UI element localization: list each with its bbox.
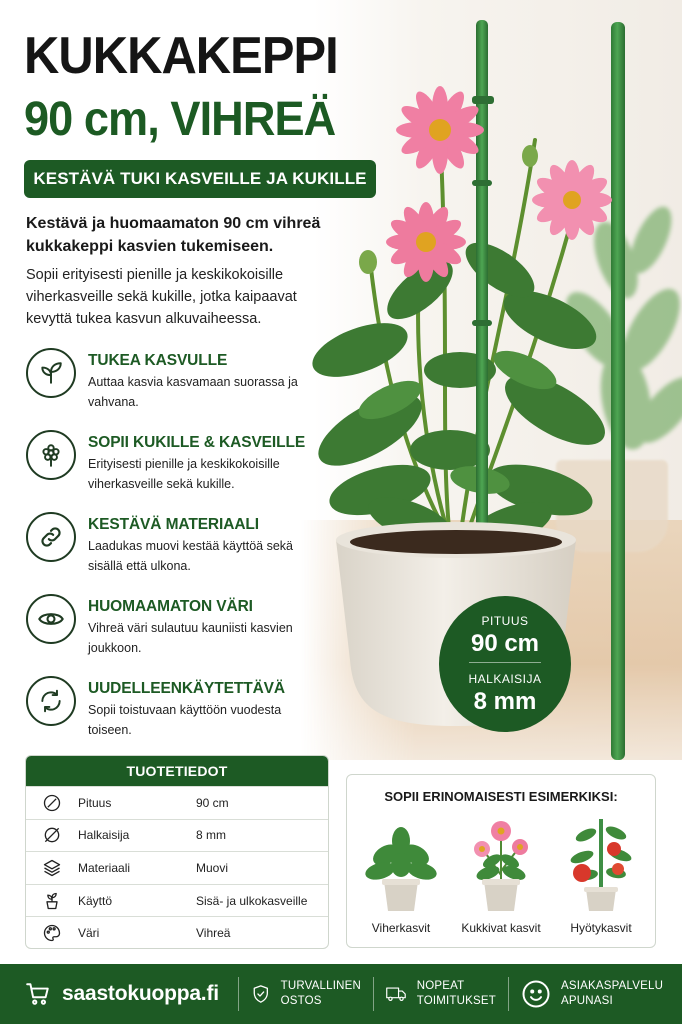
feature-title: SOPII KUKILLE & KASVEILLE — [88, 434, 306, 451]
product-info-table — [25, 755, 329, 949]
diameter-icon — [26, 825, 78, 845]
row-key: Väri — [78, 926, 100, 941]
intro-description: Sopii erityisesti pienille ja keskikokoisille viherkasveille sekä kukille, jotka kaipaavat kevyttä tukea kasvun alkuvaiheessa. — [26, 267, 297, 327]
example-label: Viherkasvit — [371, 921, 431, 935]
footer-item-support — [509, 979, 679, 1009]
example-item — [551, 815, 651, 945]
row-value: 8 mm — [196, 828, 226, 843]
example-label: Hyötykasvit — [570, 921, 632, 935]
footer-item-line2: APUNASI — [561, 995, 613, 1007]
footer-item-line1: ASIAKASPALVELU — [561, 980, 664, 992]
diameter-label: HALKAISIJA — [468, 672, 542, 686]
row-value: Sisä- ja ulkokasveille — [196, 893, 308, 908]
feature-title: UUDELLEENKÄYTETTÄVÄ — [88, 680, 286, 697]
footer-bar — [0, 964, 682, 1024]
footer-item-line2: OSTOS — [280, 995, 322, 1007]
length-value: 90 cm — [470, 630, 540, 657]
feature-title: TUKEA KASVULLE — [88, 352, 228, 369]
flowering-plant-icon — [456, 815, 546, 915]
feature-item — [24, 346, 324, 428]
example-label: Kukkivat kasvit — [461, 921, 541, 935]
page-title: KUKKAKEPPI — [24, 27, 338, 85]
length-label: PITUUS — [481, 614, 529, 628]
shield-check-icon — [251, 979, 271, 1009]
examples-title: SOPII ERINOMAISESTI ESIMERKIKSI: — [384, 789, 618, 804]
smiley-icon — [521, 979, 551, 1009]
diameter-value: 8 mm — [473, 688, 537, 715]
feature-description: Vihreä väri sulautuu kauniisti kasvien joukkoon. — [88, 621, 293, 655]
houseplant-icon — [356, 815, 446, 915]
feature-item — [24, 428, 324, 510]
ruler-icon — [26, 793, 78, 813]
feature-title: KESTÄVÄ MATERIAALI — [88, 516, 259, 533]
footer-item-line1: TURVALLINEN — [280, 980, 361, 992]
tagline-text: KESTÄVÄ TUKI KASVEILLE JA KUKILLE — [33, 169, 367, 188]
row-key: Materiaali — [78, 860, 131, 875]
table-row — [26, 884, 328, 917]
use-examples-panel — [346, 774, 656, 948]
sprout-icon — [26, 348, 76, 398]
dimension-badge — [439, 596, 571, 732]
recycle-icon — [26, 676, 76, 726]
feature-title: HUOMAAMATON VÄRI — [88, 598, 253, 615]
brand-name: saastokuoppa.fi — [62, 982, 219, 1005]
flower-icon — [26, 430, 76, 480]
footer-item-secure — [239, 979, 373, 1009]
feature-item — [24, 592, 324, 674]
feature-description: Laadukas muovi kestää käyttöä sekä sisällä että ulkona. — [88, 539, 293, 573]
page-subtitle-size-color: 90 cm, VIHREÄ — [24, 93, 336, 146]
footer-item-line2: TOIMITUKSET — [416, 995, 496, 1007]
feature-description: Erityisesti pienille ja keskikokoisille viherkasveille sekä kukille. — [88, 457, 280, 491]
footer-item-delivery — [374, 979, 508, 1009]
feature-item — [24, 674, 324, 756]
example-item — [451, 815, 551, 945]
feature-description: Auttaa kasvia kasvamaan suorassa ja vahvana. — [88, 375, 298, 409]
table-row — [26, 819, 328, 852]
feature-list — [24, 346, 324, 756]
product-info-title: TUOTETIEDOT — [126, 763, 228, 779]
row-key: Pituus — [78, 795, 112, 810]
table-row — [26, 916, 328, 949]
footer-brand[interactable] — [0, 981, 238, 1007]
row-value: 90 cm — [196, 795, 229, 810]
tomato-plant-icon — [556, 815, 646, 915]
example-item — [351, 815, 451, 945]
product-info-header — [26, 756, 328, 786]
layers-icon — [26, 858, 78, 878]
tagline-banner — [24, 160, 376, 198]
shopping-cart-icon — [24, 981, 52, 1007]
intro-lead: Kestävä ja huomaamaton 90 cm vihreä kukkakeppi kasvien tukemiseen. — [26, 215, 321, 255]
feature-item — [24, 510, 324, 592]
row-value: Muovi — [196, 860, 229, 875]
truck-icon — [386, 981, 407, 1007]
row-key: Käyttö — [78, 893, 113, 908]
eye-icon — [26, 594, 76, 644]
palette-icon — [26, 923, 78, 943]
footer-item-line1: NOPEAT — [416, 980, 465, 992]
table-row — [26, 786, 328, 819]
feature-description: Sopii toistuvaan käyttöön vuodesta toiseen. — [88, 703, 282, 737]
potted-plant-icon — [26, 891, 78, 911]
link-icon — [26, 512, 76, 562]
row-key: Halkaisija — [78, 828, 130, 843]
badge-divider — [469, 662, 541, 663]
table-row — [26, 851, 328, 884]
row-value: Vihreä — [196, 926, 231, 941]
